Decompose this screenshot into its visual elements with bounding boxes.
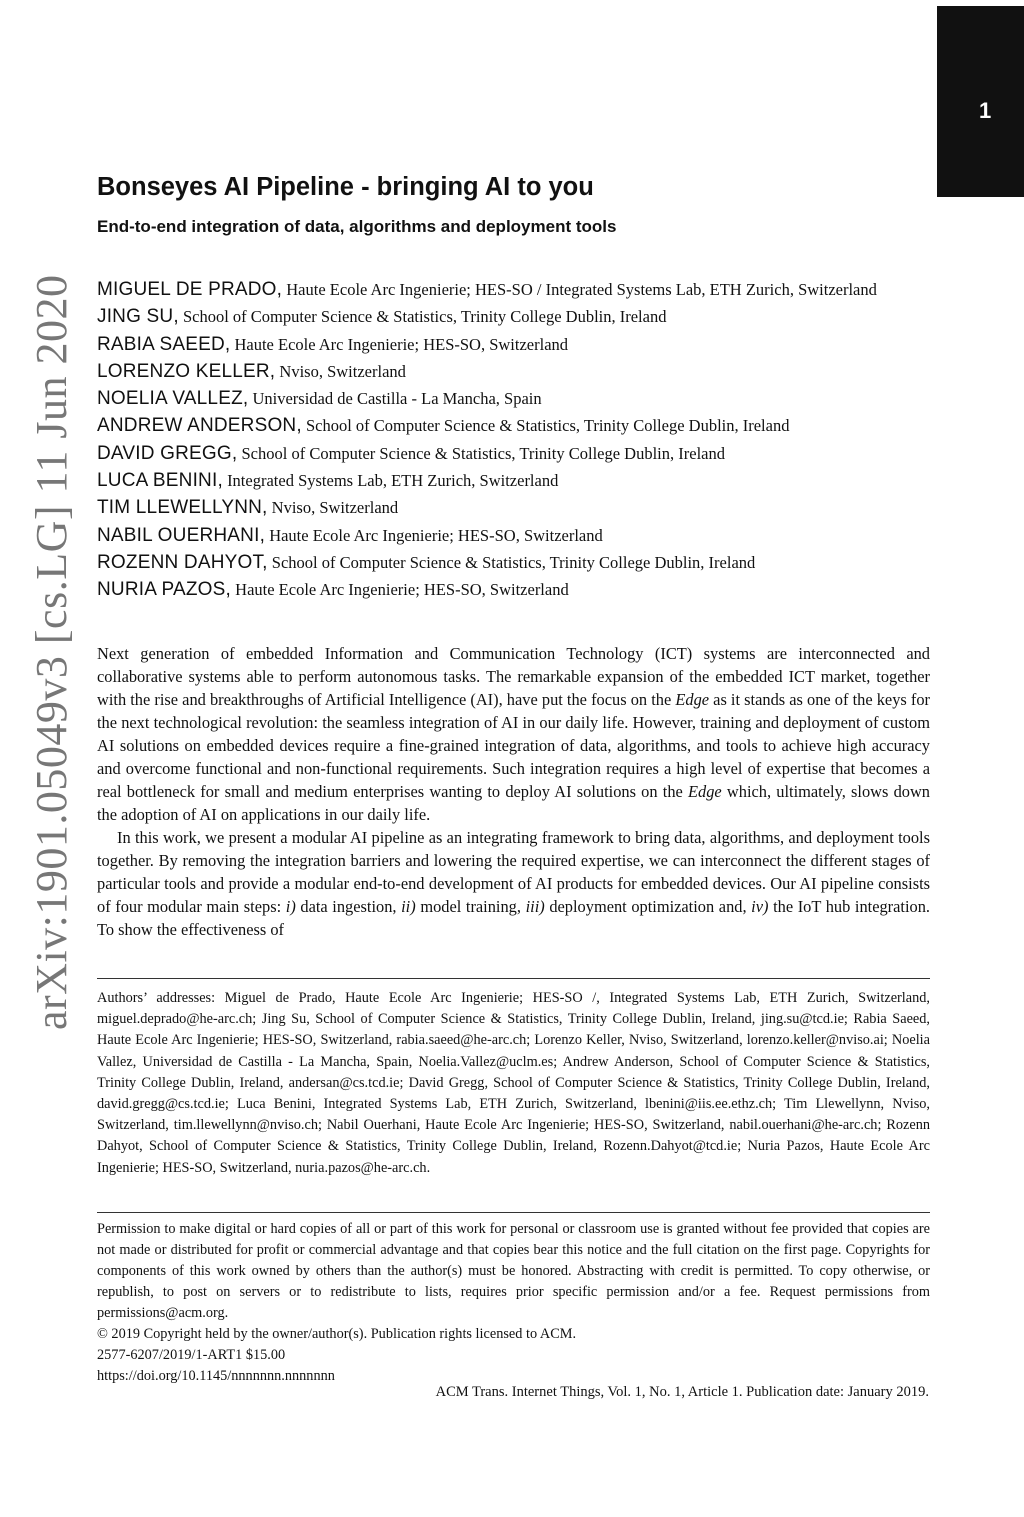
- author-addresses: [97, 988, 930, 1179]
- author-name: NURIA PAZOS,: [97, 579, 232, 601]
- author-entry: [97, 549, 932, 576]
- issn-line: 2577-6207/2019/1-ART1 $15.00: [97, 1347, 286, 1363]
- page-number: 1: [979, 98, 992, 123]
- paper-subtitle: End-to-end integration of data, algorithms and deployment tools: [97, 217, 617, 236]
- author-entry: [97, 576, 932, 603]
- abstract-emphasis: iv): [751, 897, 769, 916]
- author-name: NOELIA VALLEZ,: [97, 388, 249, 410]
- author-entry: [97, 440, 932, 467]
- permission-divider: [97, 1212, 930, 1213]
- footnote-divider: [97, 978, 930, 979]
- author-affiliation: Haute Ecole Arc Ingenierie; HES-SO, Switzerland: [230, 334, 569, 354]
- doi-link[interactable]: https://doi.org/10.1145/nnnnnnn.nnnnnnn: [97, 1368, 335, 1384]
- paper-title: Bonseyes AI Pipeline - bringing AI to you: [97, 173, 594, 201]
- author-list: [97, 276, 932, 604]
- abstract-text: data ingestion,: [295, 897, 402, 916]
- author-affiliation: School of Computer Science & Statistics, Trinity College Dublin, Ireland: [237, 443, 725, 463]
- abstract-text: the IoT hub integration. To show the effectiveness of: [97, 897, 931, 939]
- abstract-text: which, ultimately, slows down the adoption of AI on applications in our daily life.: [97, 782, 930, 824]
- abstract-text: Next generation of embedded Information and Communication Technology (ICT) systems are interconnected and collaborative systems able to perform autonomous tasks. The remarkable expansion of the embedded ICT market, together with the rise and breakthroughs of Artificial Intelligence (AI), have put the focus on the: [97, 644, 930, 709]
- author-name: NABIL OUERHANI,: [97, 524, 266, 546]
- author-entry: [97, 331, 932, 358]
- author-entry: [97, 358, 932, 385]
- author-name: TIM LLEWELLYNN,: [97, 497, 268, 519]
- author-name: LORENZO KELLER,: [97, 360, 276, 382]
- abstract-paragraph: [97, 826, 930, 941]
- journal-footer: ACM Trans. Internet Things, Vol. 1, No. 1, Article 1. Publication date: January 2019.: [435, 1384, 929, 1400]
- author-name: DAVID GREGG,: [97, 442, 238, 464]
- abstract-emphasis: iii): [525, 897, 545, 916]
- author-entry: [97, 522, 932, 549]
- abstract-text: In this work, we present a modular AI pipeline as an integrating framework to bring data, algorithms, and deployment tools together. By removing the integration barriers and lowering the required expertise, we can interconnect the different stages of particular tools and provide a modular end-to-end development of AI products for embedded devices. Our AI pipeline consists of four modular main steps:: [97, 828, 930, 916]
- abstract: [97, 642, 930, 941]
- permission-notice: [97, 1219, 930, 1387]
- abstract-emphasis: i): [285, 897, 296, 916]
- permission-text: Permission to make digital or hard copies of all or part of this work for personal or classroom use is granted without fee provided that copies are not made or distributed for profit or commercial advantage and that copies bear this notice and the full citation on the first page. Copyrights for components of this work owned by others than the author(s) must be honored. Abstracting with credit is permitted. To copy otherwise, or republish, to post on servers or to redistribute to lists, requires prior specific permission and/or a fee. Request permissions from permissions@acm.org.: [97, 1221, 930, 1321]
- author-entry: [97, 385, 932, 412]
- author-affiliation: Nviso, Switzerland: [267, 498, 399, 518]
- author-affiliation: Haute Ecole Arc Ingenierie; HES-SO / Integrated Systems Lab, ETH Zurich, Switzerland: [282, 280, 877, 299]
- author-affiliation: Nviso, Switzerland: [275, 361, 406, 381]
- author-affiliation: School of Computer Science & Statistics, Trinity College Dublin, Ireland: [267, 552, 756, 572]
- author-entry: [97, 467, 932, 494]
- author-affiliation: Integrated Systems Lab, ETH Zurich, Switzerland: [222, 471, 559, 491]
- author-name: LUCA BENINI,: [97, 470, 223, 492]
- author-name: RABIA SAEED,: [97, 333, 231, 355]
- abstract-text: deployment optimization and,: [544, 897, 752, 916]
- author-entry: [97, 494, 932, 521]
- abstract-emphasis: ii): [401, 897, 416, 916]
- abstract-text: as it stands as one of the keys for the next technological revolution: the seamless integration of AI in our daily life. However, training and deployment of custom AI solutions on embedded devices require a fine-grained integration of data, algorithms, and tools to achieve high accuracy and overcome functional and non-functional requirements. Such integration requires a high level of expertise that becomes a real bottleneck for small and medium enterprises wanting to deploy AI solutions on the: [97, 690, 930, 801]
- author-name: JING SU,: [97, 306, 179, 328]
- abstract-text: model training,: [415, 897, 526, 916]
- author-entry: [97, 303, 932, 330]
- author-affiliation: Universidad de Castilla - La Mancha, Spain: [248, 389, 542, 409]
- author-affiliation: Haute Ecole Arc Ingenierie; HES-SO, Switzerland: [265, 525, 603, 545]
- author-name: ANDREW ANDERSON,: [97, 415, 302, 437]
- author-name: MIGUEL DE PRADO,: [97, 279, 283, 300]
- author-entry: [97, 276, 932, 303]
- abstract-paragraph: [97, 642, 930, 826]
- copyright-line: © 2019 Copyright held by the owner/author(s). Publication rights licensed to ACM.: [97, 1326, 577, 1342]
- abstract-emphasis: Edge: [675, 690, 710, 709]
- page-number-tab: [937, 6, 1024, 197]
- author-affiliation: School of Computer Science & Statistics, Trinity College Dublin, Ireland: [301, 416, 790, 436]
- author-addresses-text: Authors’ addresses: Miguel de Prado, Haute Ecole Arc Ingenierie; HES-SO /, Integrated Systems Lab, ETH Zurich, Switzerland, miguel.deprado@he-arc.ch; Jing Su, School of Computer Science & Statistics, Trinity College Dublin, Ireland, jing.su@tcd.ie; Rabia Saeed, Haute Ecole Arc Ingenierie; HES-SO, Switzerland, rabia.saeed@he-arc.ch; Lorenzo Keller, Nviso, Switzerland, lorenzo.keller@nviso.ai; Noelia Vallez, Universidad de Castilla - La Mancha, Spain, Noelia.Vallez@uclm.es; Andrew Anderson, School of Computer Science & Statistics, Trinity College Dublin, Ireland, andersan@cs.tcd.ie; David Gregg, School of Computer Science & Statistics, Trinity College Dublin, Ireland, david.gregg@cs.tcd.ie; Luca Benini, Integrated Systems Lab, ETH Zurich, Switzerland, lbenini@iis.ee.ethz.ch; Tim Llewellynn, Nviso, Switzerland, tim.llewellynn@nviso.ch; Nabil Ouerhani, Haute Ecole Arc Ingenierie; HES-SO, Switzerland, nabil.ouerhani@he-arc.ch; Rozenn Dahyot, School of Computer Science & Statistics, Trinity College Dublin, Ireland, Rozenn.Dahyot@tcd.ie; Nuria Pazos, Haute Ecole Arc Ingenierie; HES-SO, Switzerland, nuria.pazos@he-arc.ch.: [97, 990, 930, 1176]
- author-affiliation: Haute Ecole Arc Ingenierie; HES-SO, Switzerland: [231, 580, 569, 600]
- arxiv-side-stamp: arXiv:1901.05049v3 [cs.LG] 11 Jun 2020: [27, 274, 76, 1030]
- abstract-emphasis: Edge: [688, 782, 722, 801]
- author-affiliation: School of Computer Science & Statistics, Trinity College Dublin, Ireland: [178, 307, 667, 327]
- author-name: ROZENN DAHYOT,: [97, 551, 268, 573]
- author-entry: [97, 412, 932, 439]
